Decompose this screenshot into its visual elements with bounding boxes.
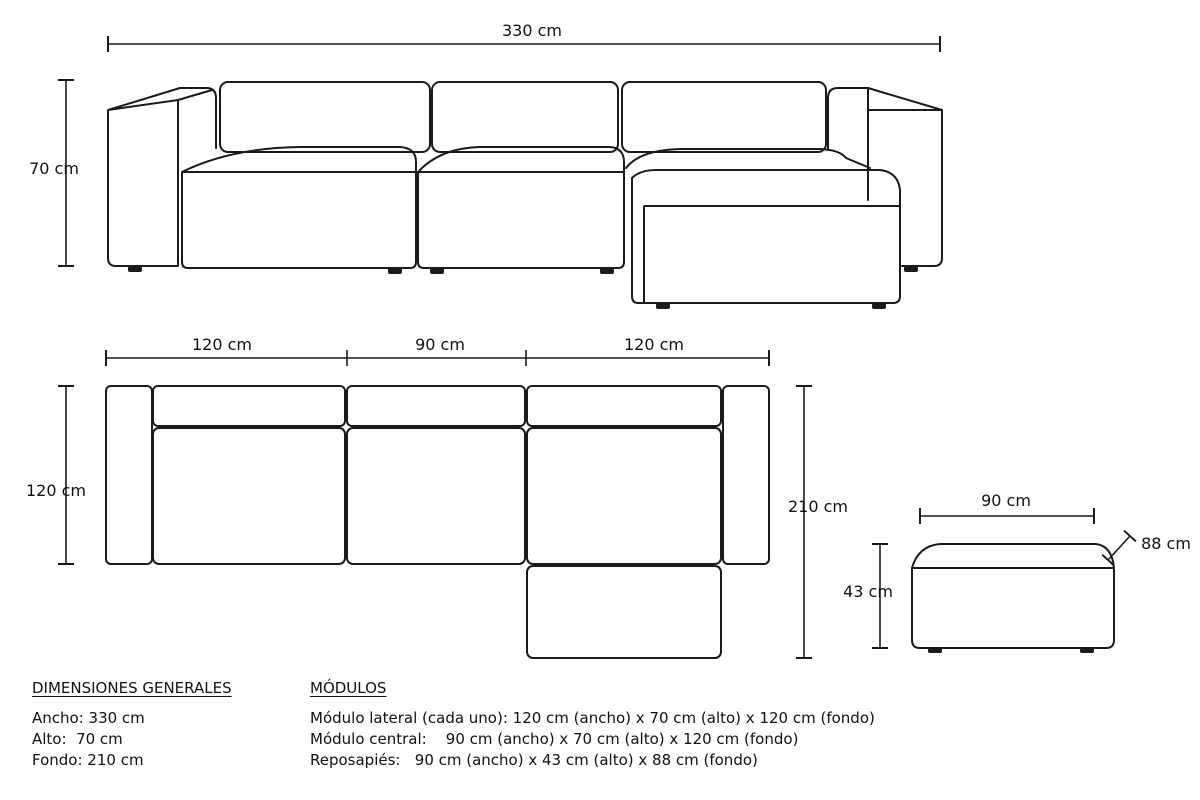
front-foot (656, 303, 670, 309)
front-view (108, 82, 942, 309)
top-seat-left (153, 428, 345, 564)
front-foot (430, 268, 444, 274)
general-dimensions-heading: DIMENSIONES GENERALES (32, 679, 232, 697)
front-seat-center (418, 147, 624, 268)
front-foot (904, 266, 918, 272)
label-depth-total: 210 cm (787, 497, 849, 516)
label-ottoman-depth: 88 cm (1141, 534, 1191, 553)
top-back-center (347, 386, 525, 426)
front-back-cushion-left (220, 82, 430, 152)
general-dimensions-block (32, 678, 232, 771)
general-dimension-line: Alto: 70 cm (32, 730, 123, 748)
modules-heading: MÓDULOS (310, 679, 387, 697)
module-line: Módulo central: 90 cm (ancho) x 70 cm (alto) x 120 cm (fondo) (310, 730, 799, 748)
top-view (106, 386, 769, 658)
ottoman-body (912, 544, 1114, 648)
label-total-width: 330 cm (501, 21, 563, 40)
front-foot (872, 303, 886, 309)
front-right-arm (828, 88, 942, 266)
label-module-center: 90 cm (415, 335, 465, 354)
label-ottoman-height: 43 cm (843, 582, 893, 601)
front-seat-left (182, 147, 416, 268)
top-right-arm (723, 386, 769, 564)
top-back-right (527, 386, 721, 426)
label-depth: 120 cm (25, 481, 87, 500)
ottoman-foot (928, 648, 942, 653)
front-back-cushion-center (432, 82, 618, 152)
front-back-cushion-right (622, 82, 826, 152)
front-chaise (632, 170, 900, 303)
module-line: Reposapiés: 90 cm (ancho) x 43 cm (alto) x 88 cm (fondo) (310, 751, 758, 769)
general-dimension-line: Fondo: 210 cm (32, 751, 144, 769)
top-chaise (527, 566, 721, 658)
module-line: Módulo lateral (cada uno): 120 cm (ancho) x 70 cm (alto) x 120 cm (fondo) (310, 709, 875, 727)
label-height: 70 cm (29, 159, 79, 178)
front-foot (128, 266, 142, 272)
label-module-left: 120 cm (191, 335, 253, 354)
dim-line-ottoman-depth (1108, 536, 1130, 560)
general-dimension-line: Ancho: 330 cm (32, 709, 145, 727)
top-back-left (153, 386, 345, 426)
label-module-right: 120 cm (623, 335, 685, 354)
front-left-arm (108, 88, 216, 266)
label-ottoman-width: 90 cm (981, 491, 1031, 510)
modules-block (310, 678, 875, 771)
top-left-arm (106, 386, 152, 564)
top-seat-center (347, 428, 525, 564)
ottoman-foot (1080, 648, 1094, 653)
front-foot (600, 268, 614, 274)
front-foot (388, 268, 402, 274)
top-seat-right (527, 428, 721, 564)
ottoman-view (912, 544, 1114, 653)
